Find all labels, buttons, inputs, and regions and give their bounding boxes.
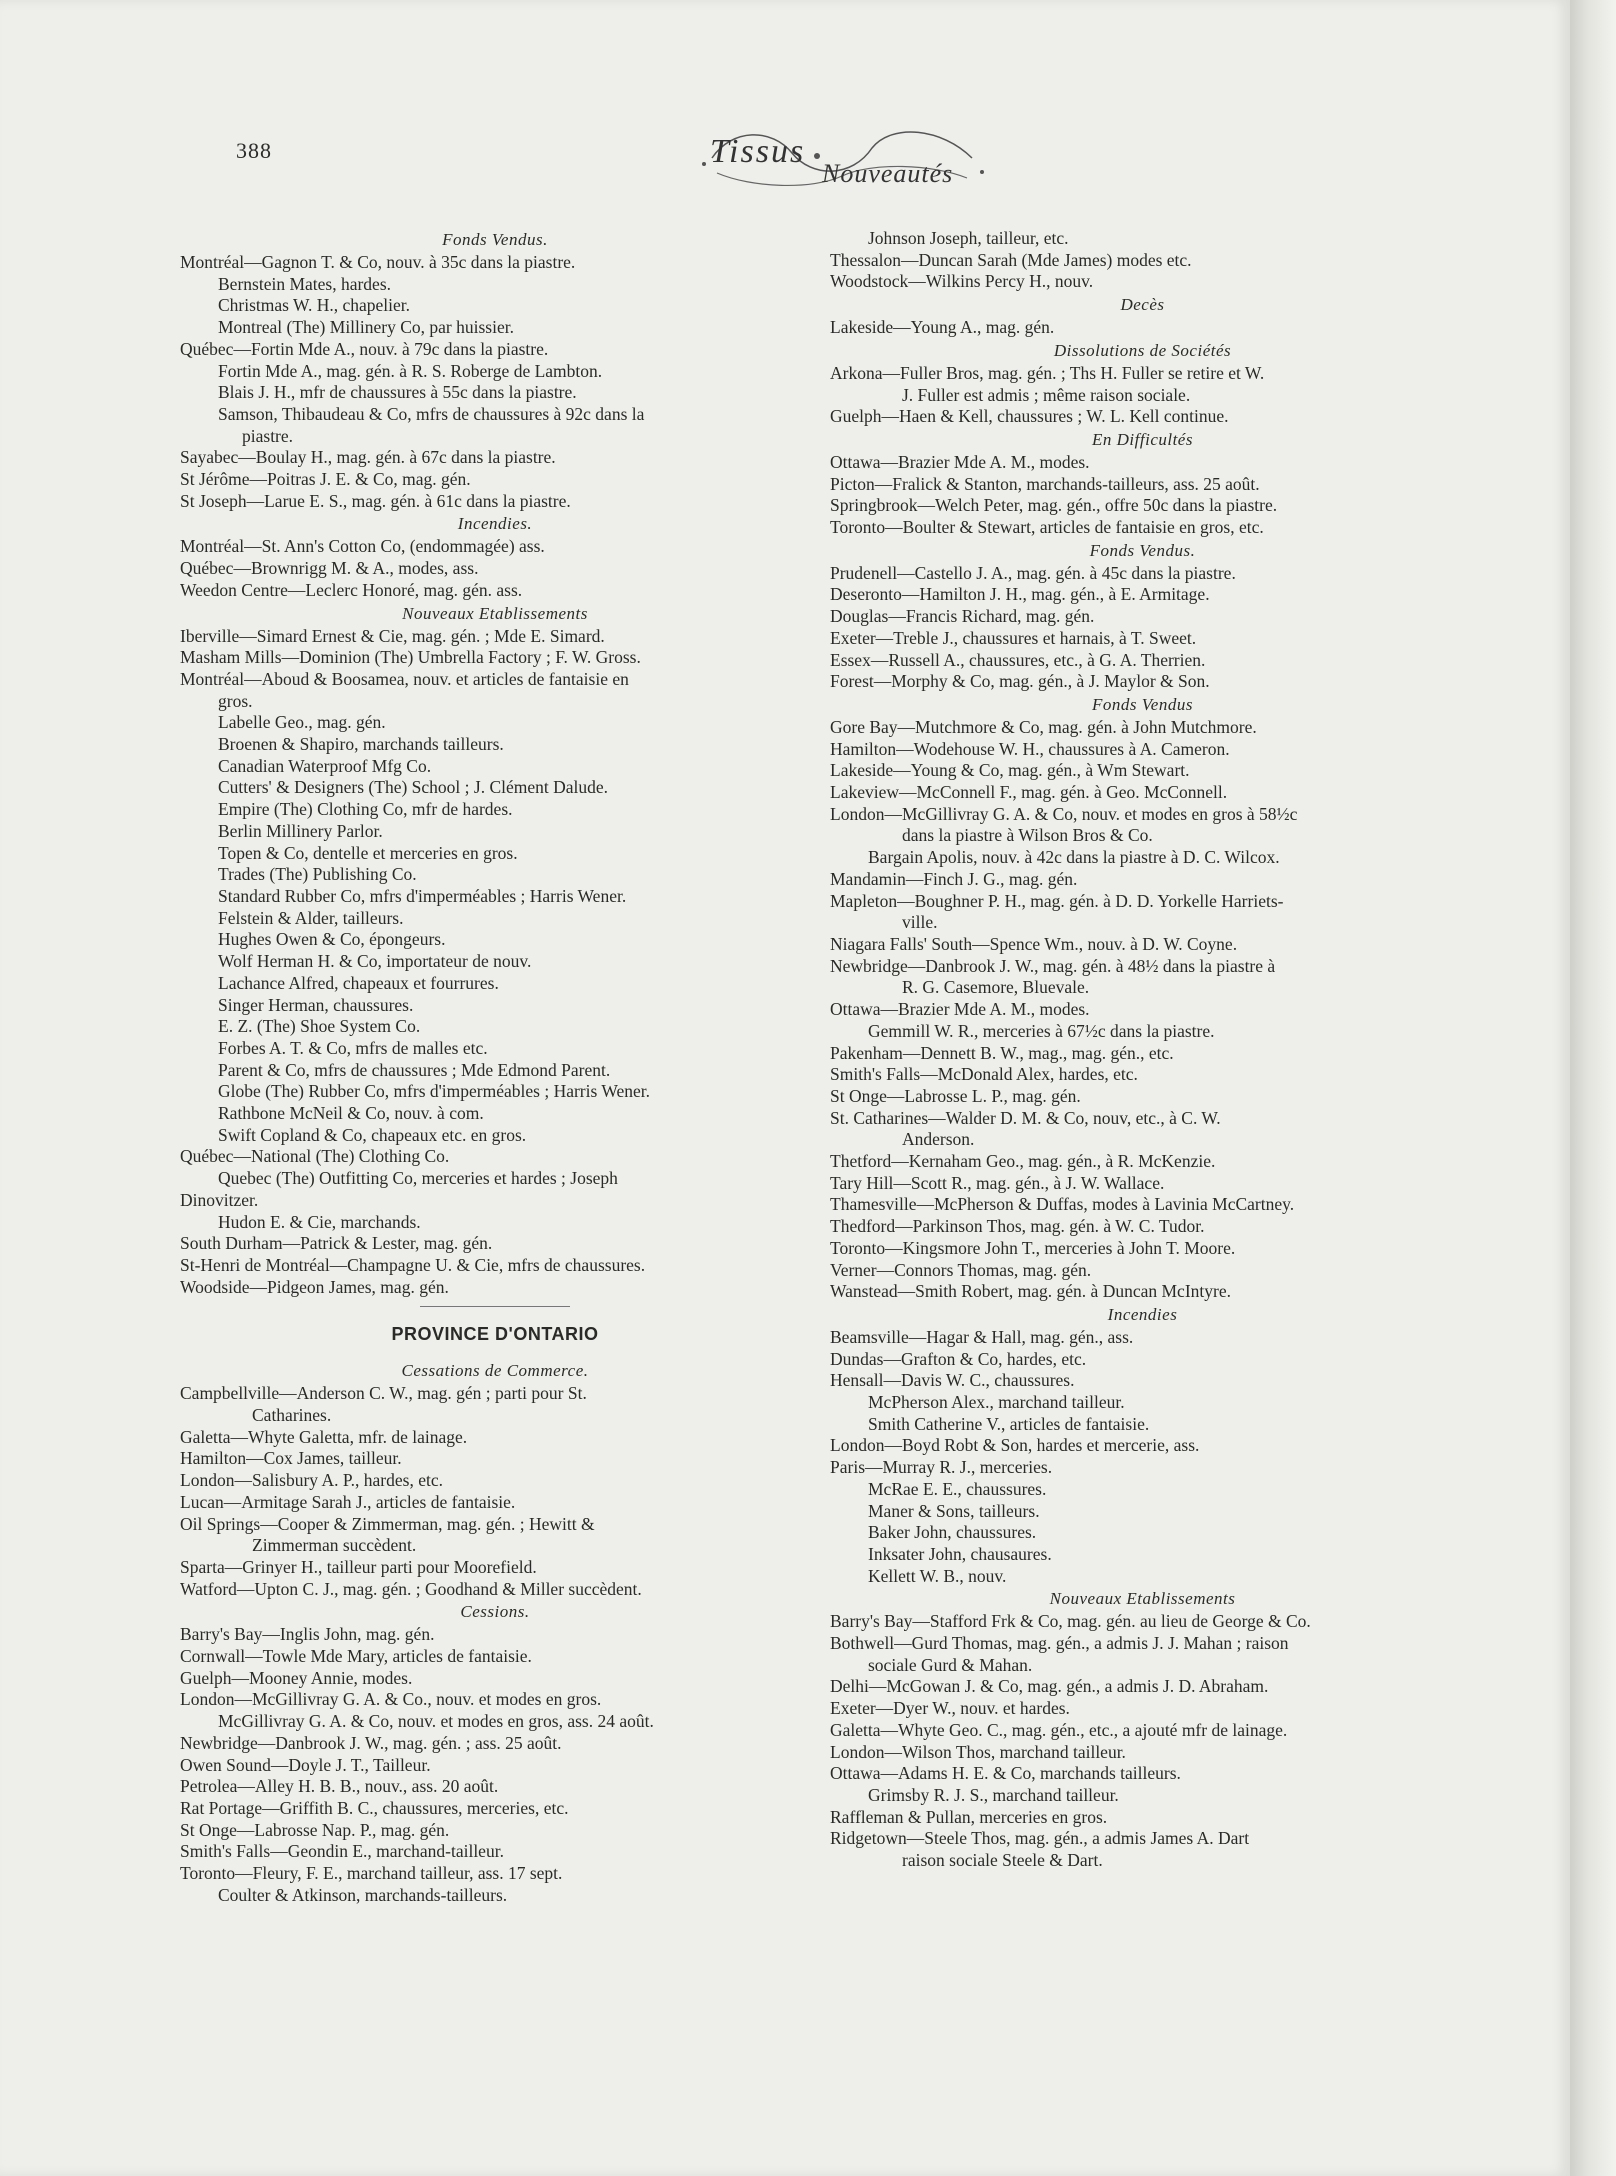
- listing-entry: Standard Rubber Co, mfrs d'imperméables ; Harris Wener.: [218, 885, 627, 906]
- listing-entry: raison sociale Steele & Dart.: [902, 1850, 1103, 1871]
- listing-entry: St Joseph—Larue E. S., mag. gén. à 61c dans la piastre.: [180, 490, 571, 511]
- listing-entry: Montréal—Gagnon T. & Co, nouv. à 35c dans la piastre.: [180, 252, 576, 272]
- listing-entry: Niagara Falls' South—Spence Wm., nouv. à D. W. Coyne.: [830, 933, 1238, 954]
- listing-entry: Toronto—Fleury, F. E., marchand tailleur, ass. 17 sept.: [180, 1863, 563, 1884]
- listing-entry: Campbellville—Anderson C. W., mag. gén ; parti pour St.: [180, 1383, 587, 1404]
- listing-entry: Newbridge—Danbrook J. W., mag. gén. ; ass. 25 août.: [180, 1732, 562, 1753]
- listing-entry: Montréal—St. Ann's Cotton Co, (endommagée) ass.: [180, 536, 545, 557]
- listing-entry: Christmas W. H., chapelier.: [218, 295, 410, 316]
- masthead-logo: [692, 118, 992, 198]
- listing-entry: Kellett W. B., nouv.: [868, 1565, 1007, 1586]
- listing-entry: Pakenham—Dennett B. W., mag., mag. gén., etc.: [830, 1042, 1174, 1063]
- listing-entry: Woodside—Pidgeon James, mag. gén.: [180, 1276, 449, 1297]
- listing-entry: sociale Gurd & Mahan.: [868, 1654, 1033, 1675]
- listing-entry: Sayabec—Boulay H., mag. gén. à 67c dans la piastre.: [180, 447, 556, 468]
- listing-entry: Globe (The) Rubber Co, mfrs d'imperméables ; Harris Wener.: [218, 1081, 650, 1102]
- listing-entry: Dinovitzer.: [180, 1189, 259, 1210]
- section-heading: Cessions.: [460, 1602, 530, 1622]
- listing-entry: Gore Bay—Mutchmore & Co, mag. gén. à John Mutchmore.: [830, 716, 1257, 737]
- listing-entry: Guelph—Haen & Kell, chaussures ; W. L. Kell continue.: [830, 406, 1229, 427]
- listing-entry: Paris—Murray R. J., merceries.: [830, 1457, 1053, 1478]
- listing-entry: Toronto—Kingsmore John T., merceries à John T. Moore.: [830, 1237, 1236, 1258]
- listing-entry: Catharines.: [252, 1405, 332, 1426]
- listing-entry: Lakeside—Young & Co, mag. gén., à Wm Stewart.: [830, 760, 1190, 781]
- listing-entry: London—Salisbury A. P., hardes, etc.: [180, 1470, 443, 1491]
- listing-entry: Tary Hill—Scott R., mag. gén., à J. W. Wallace.: [830, 1172, 1165, 1193]
- listing-entry: Weedon Centre—Leclerc Honoré, mag. gén. ass.: [180, 579, 523, 600]
- listing-entry: St Onge—Labrosse Nap. P., mag. gén.: [180, 1819, 450, 1840]
- listing-entry: J. Fuller est admis ; même raison sociale.: [902, 384, 1191, 405]
- listing-entry: London—Wilson Thos, marchand tailleur.: [830, 1741, 1126, 1762]
- listing-entry: Zimmerman succèdent.: [252, 1535, 417, 1556]
- listing-entry: Hughes Owen & Co, épongeurs.: [218, 929, 446, 950]
- listing-entry: Fortin Mde A., mag. gén. à R. S. Roberge de Lambton.: [218, 360, 603, 381]
- listing-entry: Iberville—Simard Ernest & Cie, mag. gén. ; Mde E. Simard.: [180, 625, 605, 646]
- listing-entry: Blais J. H., mfr de chaussures à 55c dans la piastre.: [218, 382, 577, 403]
- listing-entry: Thamesville—McPherson & Duffas, modes à Lavinia McCartney.: [830, 1194, 1295, 1215]
- listing-entry: Montreal (The) Millinery Co, par huissier.: [218, 317, 514, 338]
- listing-entry: Masham Mills—Dominion (The) Umbrella Factory ; F. W. Gross.: [180, 647, 641, 668]
- listing-entry: dans la piastre à Wilson Bros & Co.: [902, 825, 1153, 846]
- listing-entry: Rathbone McNeil & Co, nouv. à com.: [218, 1103, 484, 1124]
- listing-entry: Forbes A. T. & Co, mfrs de malles etc.: [218, 1037, 488, 1058]
- listing-entry: Thedford—Parkinson Thos, mag. gén. à W. C. Tudor.: [830, 1216, 1205, 1237]
- listing-entry: Delhi—McGowan J. & Co, mag. gén., a admis J. D. Abraham.: [830, 1676, 1269, 1697]
- listing-entry: Hudon E. & Cie, marchands.: [218, 1211, 421, 1232]
- listing-entry: Douglas—Francis Richard, mag. gén.: [830, 606, 1095, 627]
- svg-text:Nouveautés: Nouveautés: [822, 159, 954, 188]
- listing-entry: Petrolea—Alley H. B. B., nouv., ass. 20 août.: [180, 1776, 499, 1797]
- listing-entry: Trades (The) Publishing Co.: [218, 864, 417, 885]
- listing-entry: Lachance Alfred, chapeaux et fourrures.: [218, 972, 499, 993]
- listing-entry: Woodstock—Wilkins Percy H., nouv.: [830, 271, 1094, 292]
- listing-entry: Broenen & Shapiro, marchands tailleurs.: [218, 734, 504, 755]
- section-heading: Fonds Vendus: [1092, 694, 1193, 714]
- listing-entry: Hamilton—Cox James, tailleur.: [180, 1448, 402, 1469]
- listing-entry: Felstein & Alder, tailleurs.: [218, 907, 404, 928]
- listing-entry: Montréal—Aboud & Boosamea, nouv. et articles de fantaisie en: [180, 668, 629, 689]
- listing-entry: Quebec (The) Outfitting Co, merceries et hardes ; Joseph: [218, 1168, 618, 1189]
- listing-entry: Picton—Fralick & Stanton, marchands-tailleurs, ass. 25 août.: [830, 473, 1260, 494]
- section-heading: Incendies: [1107, 1304, 1178, 1324]
- svg-text:Tissus: Tissus: [710, 133, 806, 170]
- listing-entry: Mapleton—Boughner P. H., mag. gén. à D. D. Yorkelle Harriets-: [830, 890, 1284, 911]
- listing-entry: Smith Catherine V., articles de fantaisie.: [868, 1413, 1150, 1434]
- listing-entry: Maner & Sons, tailleurs.: [868, 1500, 1040, 1521]
- listing-entry: St-Henri de Montréal—Champagne U. & Cie, mfrs de chaussures.: [180, 1254, 646, 1275]
- page-edge: [1570, 0, 1616, 2176]
- listing-entry: ville.: [902, 912, 938, 933]
- listing-entry: Galetta—Whyte Galetta, mfr. de lainage.: [180, 1426, 468, 1447]
- section-heading: Nouveaux Etablissements: [1049, 1589, 1236, 1609]
- listing-entry: Ridgetown—Steele Thos, mag. gén., a admis James A. Dart: [830, 1828, 1250, 1849]
- listing-entry: Springbrook—Welch Peter, mag. gén., offre 50c dans la piastre.: [830, 495, 1278, 516]
- listing-entry: Baker John, chaussures.: [868, 1522, 1037, 1543]
- listing-entry: Bothwell—Gurd Thomas, mag. gén., a admis J. J. Mahan ; raison: [830, 1633, 1289, 1654]
- listing-entry: St Onge—Labrosse L. P., mag. gén.: [830, 1085, 1081, 1106]
- listing-entry: Lakeview—McConnell F., mag. gén. à Geo. McConnell.: [830, 782, 1228, 803]
- listing-entry: Toronto—Boulter & Stewart, articles de fantaisie en gros, etc.: [830, 517, 1264, 538]
- listing-entry: Mandamin—Finch J. G., mag. gén.: [830, 868, 1078, 889]
- listing-entry: Québec—Fortin Mde A., nouv. à 79c dans la piastre.: [180, 338, 549, 359]
- listing-entry: Prudenell—Castello J. A., mag. gén. à 45c dans la piastre.: [830, 562, 1236, 583]
- listing-entry: St. Catharines—Walder D. M. & Co, nouv, etc., à C. W.: [830, 1107, 1221, 1128]
- left-column: [180, 228, 810, 1907]
- listing-entry: Lucan—Armitage Sarah J., articles de fantaisie.: [180, 1491, 516, 1512]
- listing-entry: piastre.: [242, 425, 294, 446]
- listing-entry: McGillivray G. A. & Co, nouv. et modes en gros, ass. 24 août.: [218, 1711, 654, 1732]
- listing-entry: Ottawa—Brazier Mde A. M., modes.: [830, 999, 1090, 1020]
- listing-entry: Cutters' & Designers (The) School ; J. Clément Dalude.: [218, 777, 609, 798]
- listing-entry: Coulter & Atkinson, marchands-tailleurs.: [218, 1884, 508, 1905]
- listing-entry: gros.: [218, 690, 253, 711]
- section-heading: En Difficultés: [1092, 429, 1193, 449]
- listing-entry: Ottawa—Adams H. E. & Co, marchands tailleurs.: [830, 1763, 1181, 1784]
- listing-entry: Ottawa—Brazier Mde A. M., modes.: [830, 451, 1090, 472]
- listing-entry: London—McGillivray G. A. & Co, nouv. et modes en gros à 58½c: [830, 803, 1298, 824]
- listing-entry: McRae E. E., chaussures.: [868, 1478, 1047, 1499]
- listing-entry: South Durham—Patrick & Lester, mag. gén.: [180, 1233, 493, 1254]
- listing-entry: Thetford—Kernaham Geo., mag. gén., à R. McKenzie.: [830, 1151, 1216, 1172]
- section-heading: Decès: [1120, 295, 1165, 315]
- listing-entry: Grimsby R. J. S., marchand tailleur.: [868, 1785, 1119, 1805]
- listing-entry: Thessalon—Duncan Sarah (Mde James) modes etc.: [830, 249, 1192, 270]
- listing-entry: Sparta—Grinyer H., tailleur parti pour Moorefield.: [180, 1556, 537, 1577]
- listing-entry: Québec—Brownrigg M. & A., modes, ass.: [180, 558, 479, 579]
- listing-entry: Cornwall—Towle Mde Mary, articles de fantaisie.: [180, 1646, 532, 1667]
- listing-entry: Québec—National (The) Clothing Co.: [180, 1146, 450, 1167]
- listing-entry: Singer Herman, chaussures.: [218, 994, 414, 1015]
- listing-entry: Anderson.: [902, 1129, 975, 1150]
- listing-entry: Raffleman & Pullan, merceries en gros.: [830, 1806, 1108, 1827]
- divider: [420, 1306, 570, 1307]
- listing-entry: St Jérôme—Poitras J. E. & Co, mag. gén.: [180, 469, 471, 490]
- listing-entry: Watford—Upton C. J., mag. gén. ; Goodhand & Miller succèdent.: [180, 1578, 642, 1599]
- listing-entry: Bargain Apolis, nouv. à 42c dans la piastre à D. C. Wilcox.: [868, 847, 1280, 868]
- province-heading: PROVINCE D'ONTARIO: [391, 1324, 599, 1345]
- listing-entry: R. G. Casemore, Bluevale.: [902, 977, 1090, 998]
- listing-entry: Smith's Falls—McDonald Alex, hardes, etc.: [830, 1064, 1138, 1085]
- listing-entry: Exeter—Treble J., chaussures et harnais, à T. Sweet.: [830, 627, 1197, 648]
- listing-entry: Owen Sound—Doyle J. T., Tailleur.: [180, 1754, 431, 1775]
- listing-entry: Hensall—Davis W. C., chaussures.: [830, 1370, 1075, 1391]
- listing-entry: Beamsville—Hagar & Hall, mag. gén., ass.: [830, 1326, 1134, 1347]
- listing-entry: Inksater John, chausaures.: [868, 1543, 1052, 1564]
- listing-entry: Deseronto—Hamilton J. H., mag. gén., à E. Armitage.: [830, 584, 1210, 605]
- listing-entry: Lakeside—Young A., mag. gén.: [830, 317, 1055, 338]
- listing-entry: Wolf Herman H. & Co, importateur de nouv.: [218, 951, 532, 972]
- listing-entry: Galetta—Whyte Geo. C., mag. gén., etc., a ajouté mfr de lainage.: [830, 1719, 1288, 1740]
- listing-entry: Empire (The) Clothing Co, mfr de hardes.: [218, 799, 513, 820]
- listing-entry: Bernstein Mates, hardes.: [218, 273, 392, 294]
- listing-entry: E. Z. (The) Shoe System Co.: [218, 1016, 421, 1037]
- page-number: 388: [236, 138, 272, 163]
- listing-entry: London—Boyd Robt & Son, hardes et mercerie, ass.: [830, 1435, 1200, 1456]
- section-heading: Cessations de Commerce.: [401, 1361, 589, 1381]
- right-column: [830, 228, 1455, 1872]
- listing-entry: Parent & Co, mfrs de chaussures ; Mde Edmond Parent.: [218, 1059, 611, 1080]
- listing-entry: Barry's Bay—Inglis John, mag. gén.: [180, 1624, 435, 1645]
- listing-entry: Samson, Thibaudeau & Co, mfrs de chaussures à 92c dans la: [218, 403, 645, 424]
- listing-entry: McPherson Alex., marchand tailleur.: [868, 1392, 1125, 1413]
- listing-entry: Newbridge—Danbrook J. W., mag. gén. à 48½ dans la piastre à: [830, 955, 1276, 976]
- section-heading: Nouveaux Etablissements: [402, 603, 588, 623]
- listing-entry: Dundas—Grafton & Co, hardes, etc.: [830, 1348, 1087, 1369]
- listing-entry: Verner—Connors Thomas, mag. gén.: [830, 1259, 1092, 1280]
- listing-entry: Essex—Russell A., chaussures, etc., à G. A. Therrien.: [830, 649, 1206, 670]
- listing-entry: Smith's Falls—Geondin E., marchand-tailleur.: [180, 1841, 504, 1862]
- listing-entry: Hamilton—Wodehouse W. H., chaussures à A. Cameron.: [830, 738, 1230, 759]
- listing-entry: Forest—Morphy & Co, mag. gén., à J. Maylor & Son.: [830, 671, 1210, 692]
- listing-entry: Johnson Joseph, tailleur, etc.: [868, 228, 1069, 248]
- section-heading: Dissolutions de Sociétés: [1053, 340, 1232, 360]
- listing-entry: Exeter—Dyer W., nouv. et hardes.: [830, 1698, 1070, 1719]
- listing-entry: Topen & Co, dentelle et merceries en gros.: [218, 842, 518, 863]
- listing-entry: Arkona—Fuller Bros, mag. gén. ; Ths H. Fuller se retire et W.: [830, 362, 1265, 383]
- listing-entry: Wanstead—Smith Robert, mag. gén. à Duncan McIntyre.: [830, 1281, 1231, 1302]
- section-heading: Fonds Vendus.: [1089, 540, 1196, 560]
- listing-entry: Canadian Waterproof Mfg Co.: [218, 755, 432, 776]
- listing-entry: Barry's Bay—Stafford Frk & Co, mag. gén. au lieu de George & Co.: [830, 1611, 1311, 1632]
- section-heading: Incendies.: [457, 514, 533, 534]
- section-heading: Fonds Vendus.: [442, 230, 548, 249]
- listing-entry: Oil Springs—Cooper & Zimmerman, mag. gén. ; Hewitt &: [180, 1513, 595, 1534]
- listing-entry: Berlin Millinery Parlor.: [218, 820, 383, 841]
- listing-entry: Labelle Geo., mag. gén.: [218, 712, 386, 733]
- listing-entry: Guelph—Mooney Annie, modes.: [180, 1667, 413, 1688]
- listing-entry: Swift Copland & Co, chapeaux etc. en gros.: [218, 1124, 527, 1145]
- listing-entry: Rat Portage—Griffith B. C., chaussures, merceries, etc.: [180, 1798, 569, 1818]
- listing-entry: Gemmill W. R., merceries à 67½c dans la piastre.: [868, 1020, 1215, 1041]
- listing-entry: London—McGillivray G. A. & Co., nouv. et modes en gros.: [180, 1689, 602, 1710]
